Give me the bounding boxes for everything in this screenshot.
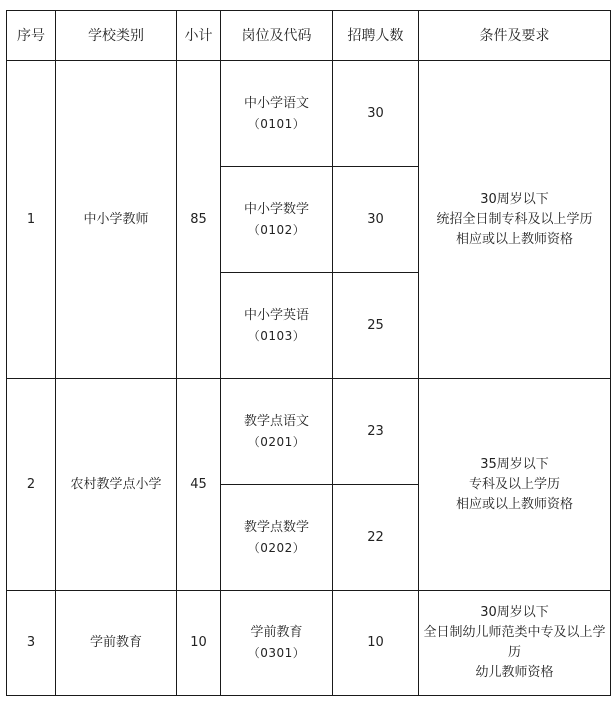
requirement-line: 统招全日制专科及以上学历 [436, 211, 593, 227]
requirement-line: 35周岁以下 [480, 456, 549, 472]
count-cell: 22 [333, 485, 419, 591]
position-name: 中小学数学 [243, 201, 309, 217]
position-name: 中小学英语 [243, 307, 309, 323]
header-row [7, 11, 611, 61]
position-code: （0301） [247, 646, 306, 660]
subtotal-cell: 10 [177, 591, 221, 696]
position-code: （0202） [247, 540, 306, 555]
count-cell: 23 [333, 379, 419, 485]
count-cell: 30 [333, 61, 419, 167]
position-cell [221, 379, 333, 485]
requirement-line: 30周岁以下 [480, 191, 549, 207]
requirements-cell [419, 379, 611, 591]
subtotal-cell: 85 [177, 61, 221, 379]
table-row [7, 379, 611, 485]
count-cell: 25 [333, 273, 419, 379]
position-code: （0103） [247, 328, 306, 343]
requirement-line: 相应或以上教师资格 [455, 496, 573, 512]
position-cell [221, 591, 333, 696]
seq-cell: 3 [7, 591, 56, 696]
position-code: （0102） [247, 222, 306, 237]
header-school-type: 学校类别 [56, 11, 177, 61]
table-row [7, 591, 611, 696]
position-code: （0101） [247, 116, 306, 131]
position-cell [221, 273, 333, 379]
position-name: 教学点语文 [243, 413, 309, 429]
subtotal-cell: 45 [177, 379, 221, 591]
position-code: （0201） [247, 434, 306, 449]
count-cell: 30 [333, 167, 419, 273]
requirement-line: 专科及以上学历 [468, 476, 560, 492]
school-type-cell: 农村教学点小学 [56, 379, 177, 591]
recruitment-table [6, 10, 611, 696]
header-subtotal: 小计 [177, 11, 221, 61]
seq-cell: 2 [7, 379, 56, 591]
position-cell [221, 167, 333, 273]
count-cell: 10 [333, 591, 419, 696]
requirement-line: 幼儿教师资格 [475, 665, 554, 680]
position-name: 教学点数学 [243, 519, 309, 535]
position-name: 学前教育 [250, 625, 303, 640]
requirement-line: 相应或以上教师资格 [455, 231, 573, 247]
seq-cell: 1 [7, 61, 56, 379]
requirements-cell [419, 61, 611, 379]
position-cell [221, 485, 333, 591]
requirements-cell [419, 591, 611, 696]
position-cell [221, 61, 333, 167]
school-type-cell: 中小学教师 [56, 61, 177, 379]
header-seq: 序号 [7, 11, 56, 61]
table-row [7, 61, 611, 167]
position-name: 中小学语文 [243, 95, 309, 111]
requirement-line: 30周岁以下 [480, 605, 549, 620]
header-position: 岗位及代码 [221, 11, 333, 61]
header-count: 招聘人数 [333, 11, 419, 61]
requirement-line: 全日制幼儿师范类中专及以上学历 [423, 625, 606, 660]
school-type-cell: 学前教育 [56, 591, 177, 696]
header-requirements: 条件及要求 [419, 11, 611, 61]
